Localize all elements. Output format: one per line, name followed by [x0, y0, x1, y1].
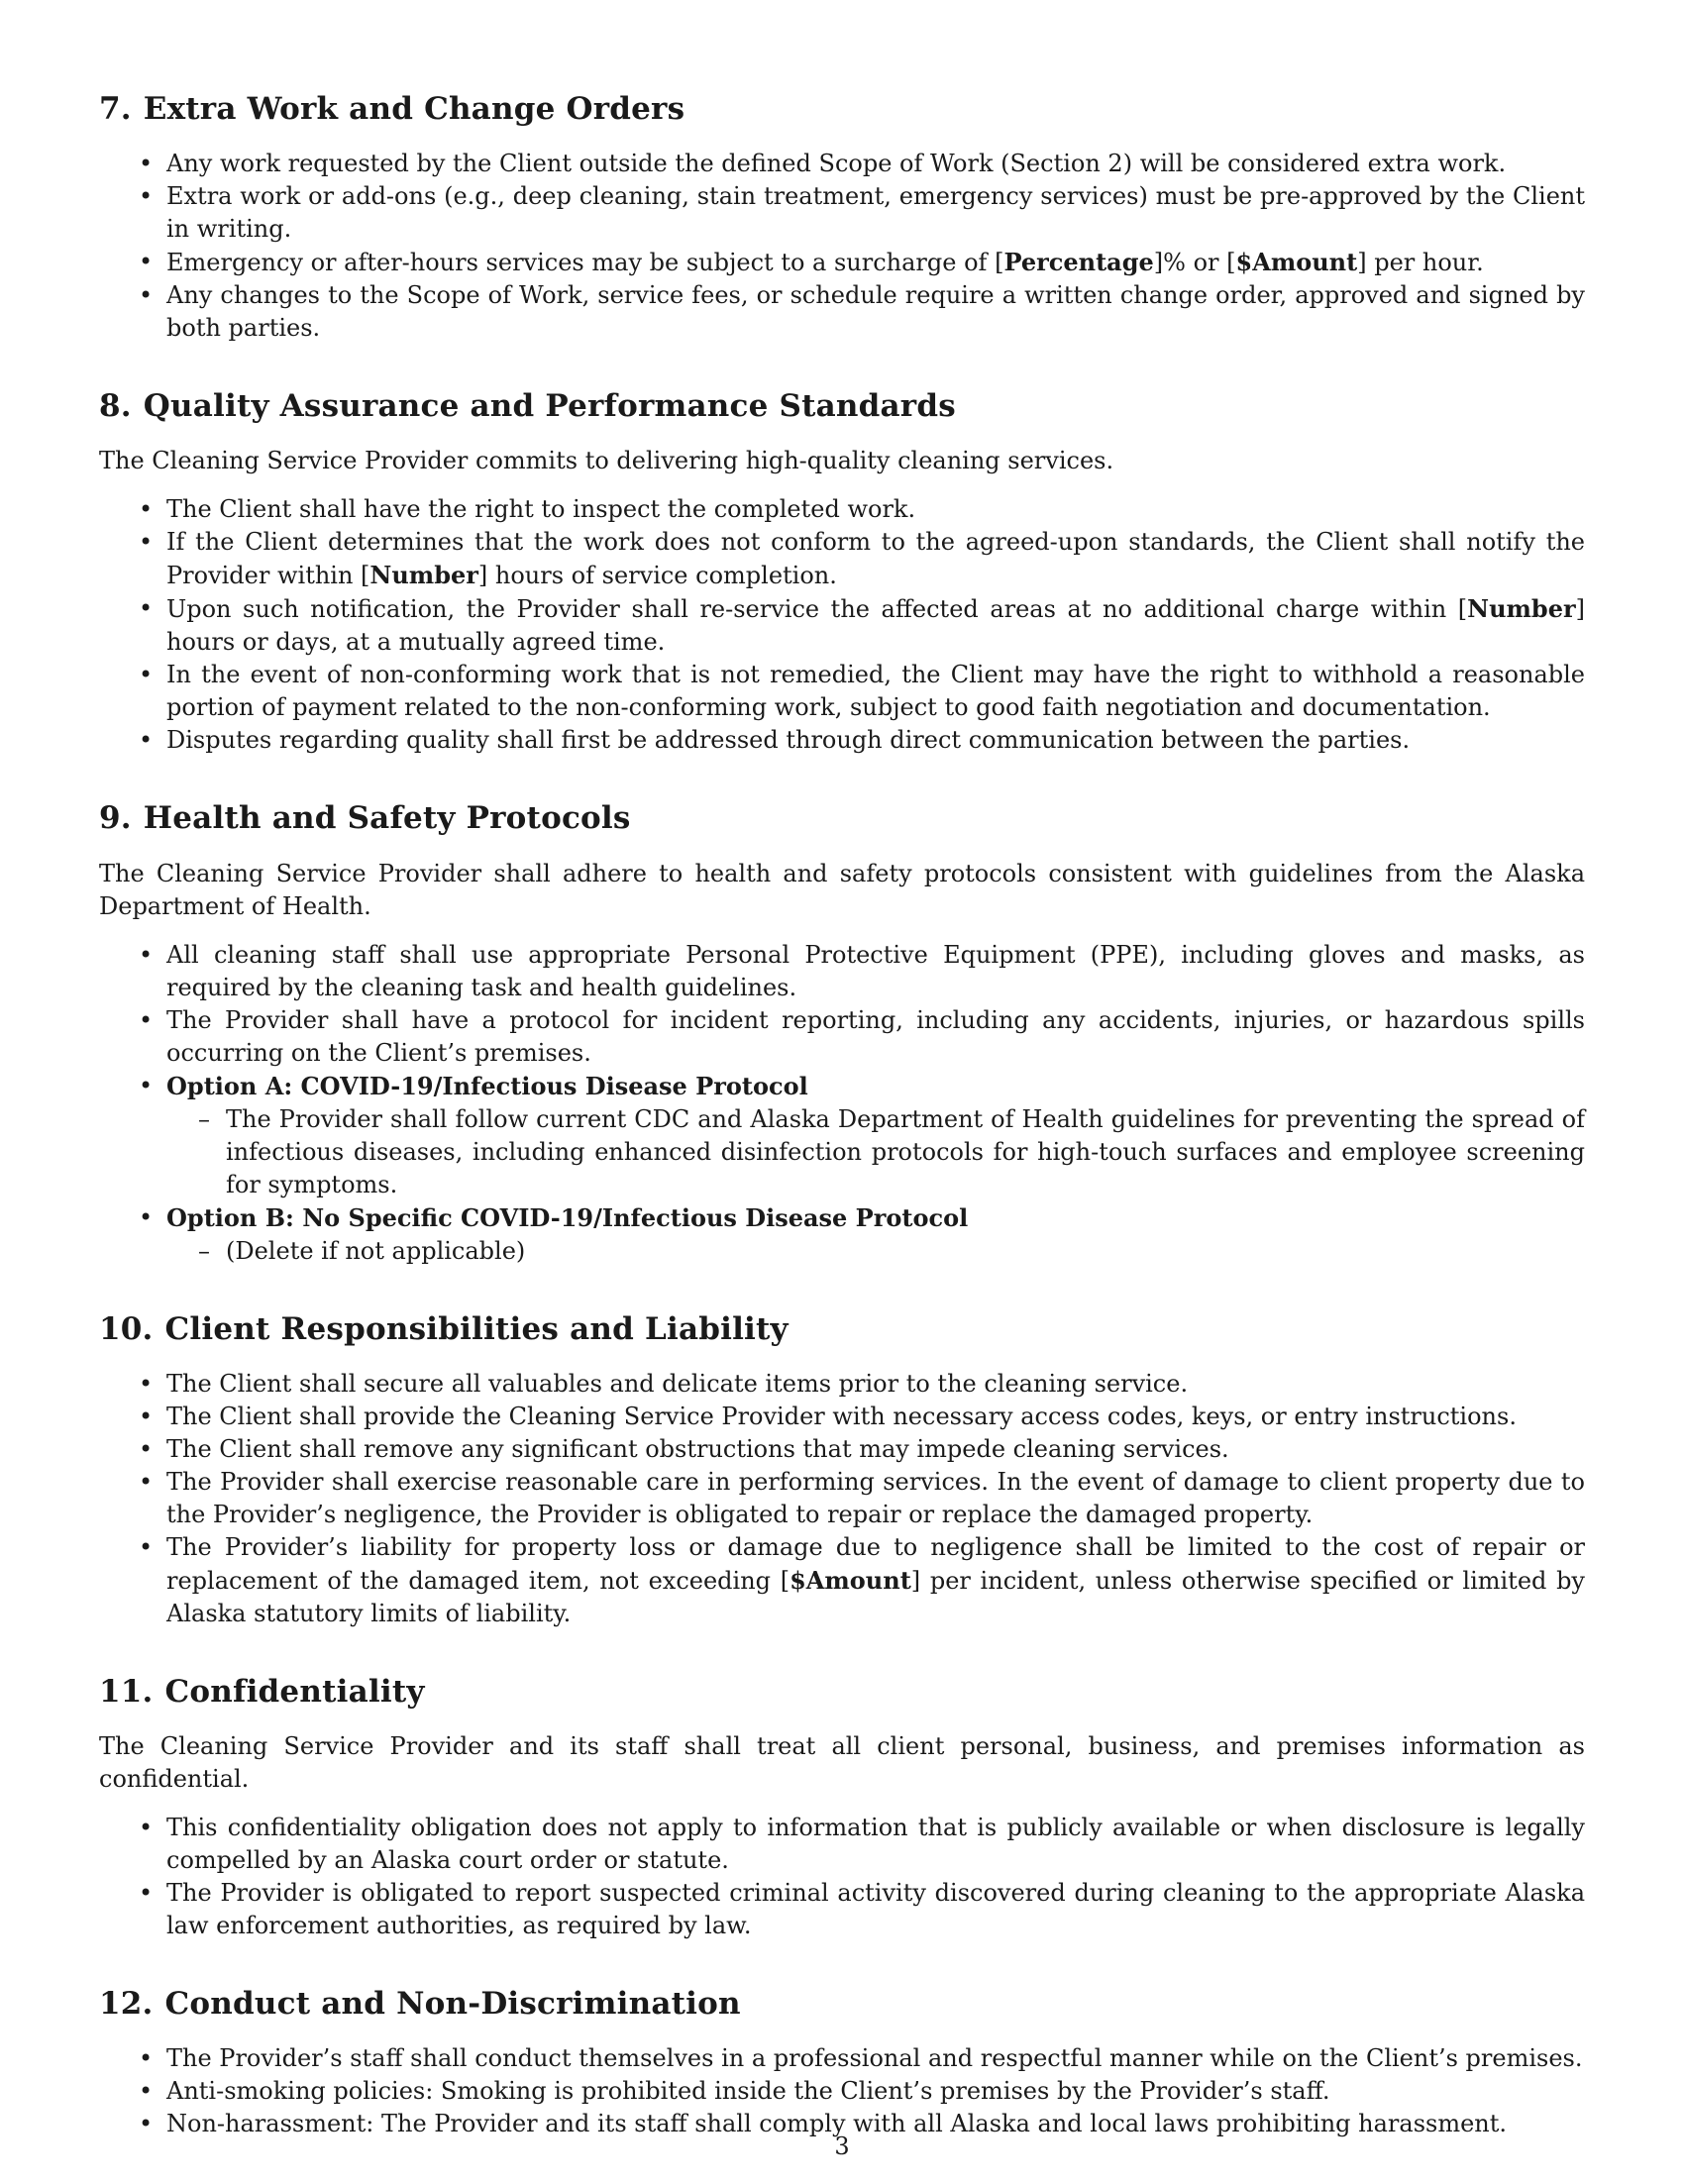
section-intro: The Cleaning Service Provider shall adhere to health and safety protocols consistent with guidelines from the Alaska Department of Health. [99, 859, 1585, 920]
list-item: • Disputes regarding quality shall first be addressed through direct communication between the parties. [99, 724, 1585, 757]
list-item: • Any work requested by the Client outside the defined Scope of Work (Section 2) will be considered extra work. [99, 148, 1585, 180]
list-item: • The Provider is obligated to report suspected criminal activity discovered during cleaning to the appropriate Alaska law enforcement authorities, as required by law. [99, 1877, 1585, 1942]
sub-list-item: – (Delete if not applicable) [166, 1235, 1585, 1268]
list-item: • If the Client determines that the work does not conform to the agreed-upon standards, the Client shall notify the Provider within [Number] hours of service completion. [99, 526, 1585, 592]
section-confidentiality [99, 1674, 1585, 1942]
option-title: Option A: COVID-19/Infectious Disease Protocol [166, 1071, 808, 1100]
section-extra-work [99, 91, 1585, 345]
section-intro: The Cleaning Service Provider commits to delivering high-quality cleaning services. [99, 447, 1114, 475]
sub-list [166, 1235, 1585, 1268]
section-quality-assurance [99, 388, 1585, 757]
list-item: • This confidentiality obligation does not apply to information that is publicly available or when disclosure is legally compelled by an Alaska court order or statute. [99, 1812, 1585, 1877]
section-heading: 10. Client Responsibilities and Liability [99, 1310, 789, 1347]
list-item: • Anti-smoking policies: Smoking is prohibited inside the Client’s premises by the Provider’s staff. [99, 2075, 1585, 2108]
list-item: • The Provider’s staff shall conduct themselves in a professional and respectful manner while on the Client’s premises. [99, 2042, 1585, 2075]
placeholder-field: $Amount [1235, 248, 1358, 277]
section-heading: 11. Confidentiality [99, 1673, 425, 1710]
section-health-safety [99, 800, 1585, 1267]
page-number: 3 [834, 2132, 850, 2160]
bullet-list [99, 939, 1585, 1268]
placeholder-field: Number [1467, 594, 1576, 624]
placeholder-field: Percentage [1003, 248, 1154, 277]
placeholder-field: Number [369, 561, 478, 590]
bullet-list [99, 2042, 1585, 2140]
list-item: • Any changes to the Scope of Work, service fees, or schedule require a written change order, approved and signed by both parties. [99, 279, 1585, 345]
section-heading: 9. Health and Safety Protocols [99, 800, 631, 837]
list-item: • Non-harassment: The Provider and its staff shall comply with all Alaska and local laws prohibiting harassment. [99, 2108, 1585, 2140]
sub-list [166, 1103, 1585, 1201]
list-item: • The Client shall remove any significant obstructions that may impede cleaning services. [99, 1433, 1585, 1466]
section-client-responsibilities [99, 1311, 1585, 1630]
list-item: • All cleaning staff shall use appropriate Personal Protective Equipment (PPE), including gloves and masks, as required by the cleaning task and health guidelines. [99, 939, 1585, 1004]
list-item: • The Provider shall have a protocol for incident reporting, including any accidents, injuries, or hazardous spills occurring on the Client’s premises. [99, 1004, 1585, 1070]
placeholder-field: $Amount [789, 1565, 911, 1595]
list-item-option-b [99, 1201, 1585, 1268]
section-heading: 7. Extra Work and Change Orders [99, 91, 685, 127]
list-item: • The Provider’s liability for property loss or damage due to negligence shall be limited to the cost of repair or replacement of the damaged item, not exceeding [$Amount] per incident, unless otherwise specified or limited by Alaska statutory limits of liability. [99, 1531, 1585, 1630]
sub-list-item: – The Provider shall follow current CDC and Alaska Department of Health guidelines for preventing the spread of infectious diseases, including enhanced disinfection protocols for high-touch surfaces and employee screening for symptoms. [166, 1103, 1585, 1201]
list-item-option-a [99, 1070, 1585, 1201]
option-title: Option B: No Specific COVID-19/Infectious Disease Protocol [166, 1202, 969, 1232]
list-item: • Extra work or add-ons (e.g., deep cleaning, stain treatment, emergency services) must be pre-approved by the Client in writing. [99, 180, 1585, 246]
section-heading: 12. Conduct and Non-Discrimination [99, 1985, 741, 2022]
section-intro: The Cleaning Service Provider and its staff shall treat all client personal, business, and premises information as confidential. [99, 1731, 1585, 1793]
bullet-list [99, 493, 1585, 757]
list-item: • The Client shall have the right to inspect the completed work. [99, 493, 1585, 526]
list-item: • The Client shall secure all valuables and delicate items prior to the cleaning service. [99, 1368, 1585, 1401]
list-item: • Emergency or after-hours services may be subject to a surcharge of [Percentage]% or [$Amount] per hour. [99, 246, 1585, 279]
list-item: • The Provider shall exercise reasonable care in performing services. In the event of damage to client property due to the Provider’s negligence, the Provider is obligated to repair or replace the damaged property. [99, 1466, 1585, 1531]
list-item: • Upon such notification, the Provider shall re-service the affected areas at no additional charge within [Number] hours or days, at a mutually agreed time. [99, 592, 1585, 659]
bullet-list [99, 1812, 1585, 1942]
document-page [99, 91, 1585, 2184]
section-conduct [99, 1986, 1585, 2140]
list-item: • The Client shall provide the Cleaning Service Provider with necessary access codes, keys, or entry instructions. [99, 1401, 1585, 1433]
bullet-list [99, 1368, 1585, 1630]
section-heading: 8. Quality Assurance and Performance Standards [99, 388, 956, 425]
list-item: • In the event of non-conforming work that is not remedied, the Client may have the right to withhold a reasonable portion of payment related to the non-conforming work, subject to good faith negotiation and documentation. [99, 659, 1585, 724]
bullet-list [99, 148, 1585, 345]
